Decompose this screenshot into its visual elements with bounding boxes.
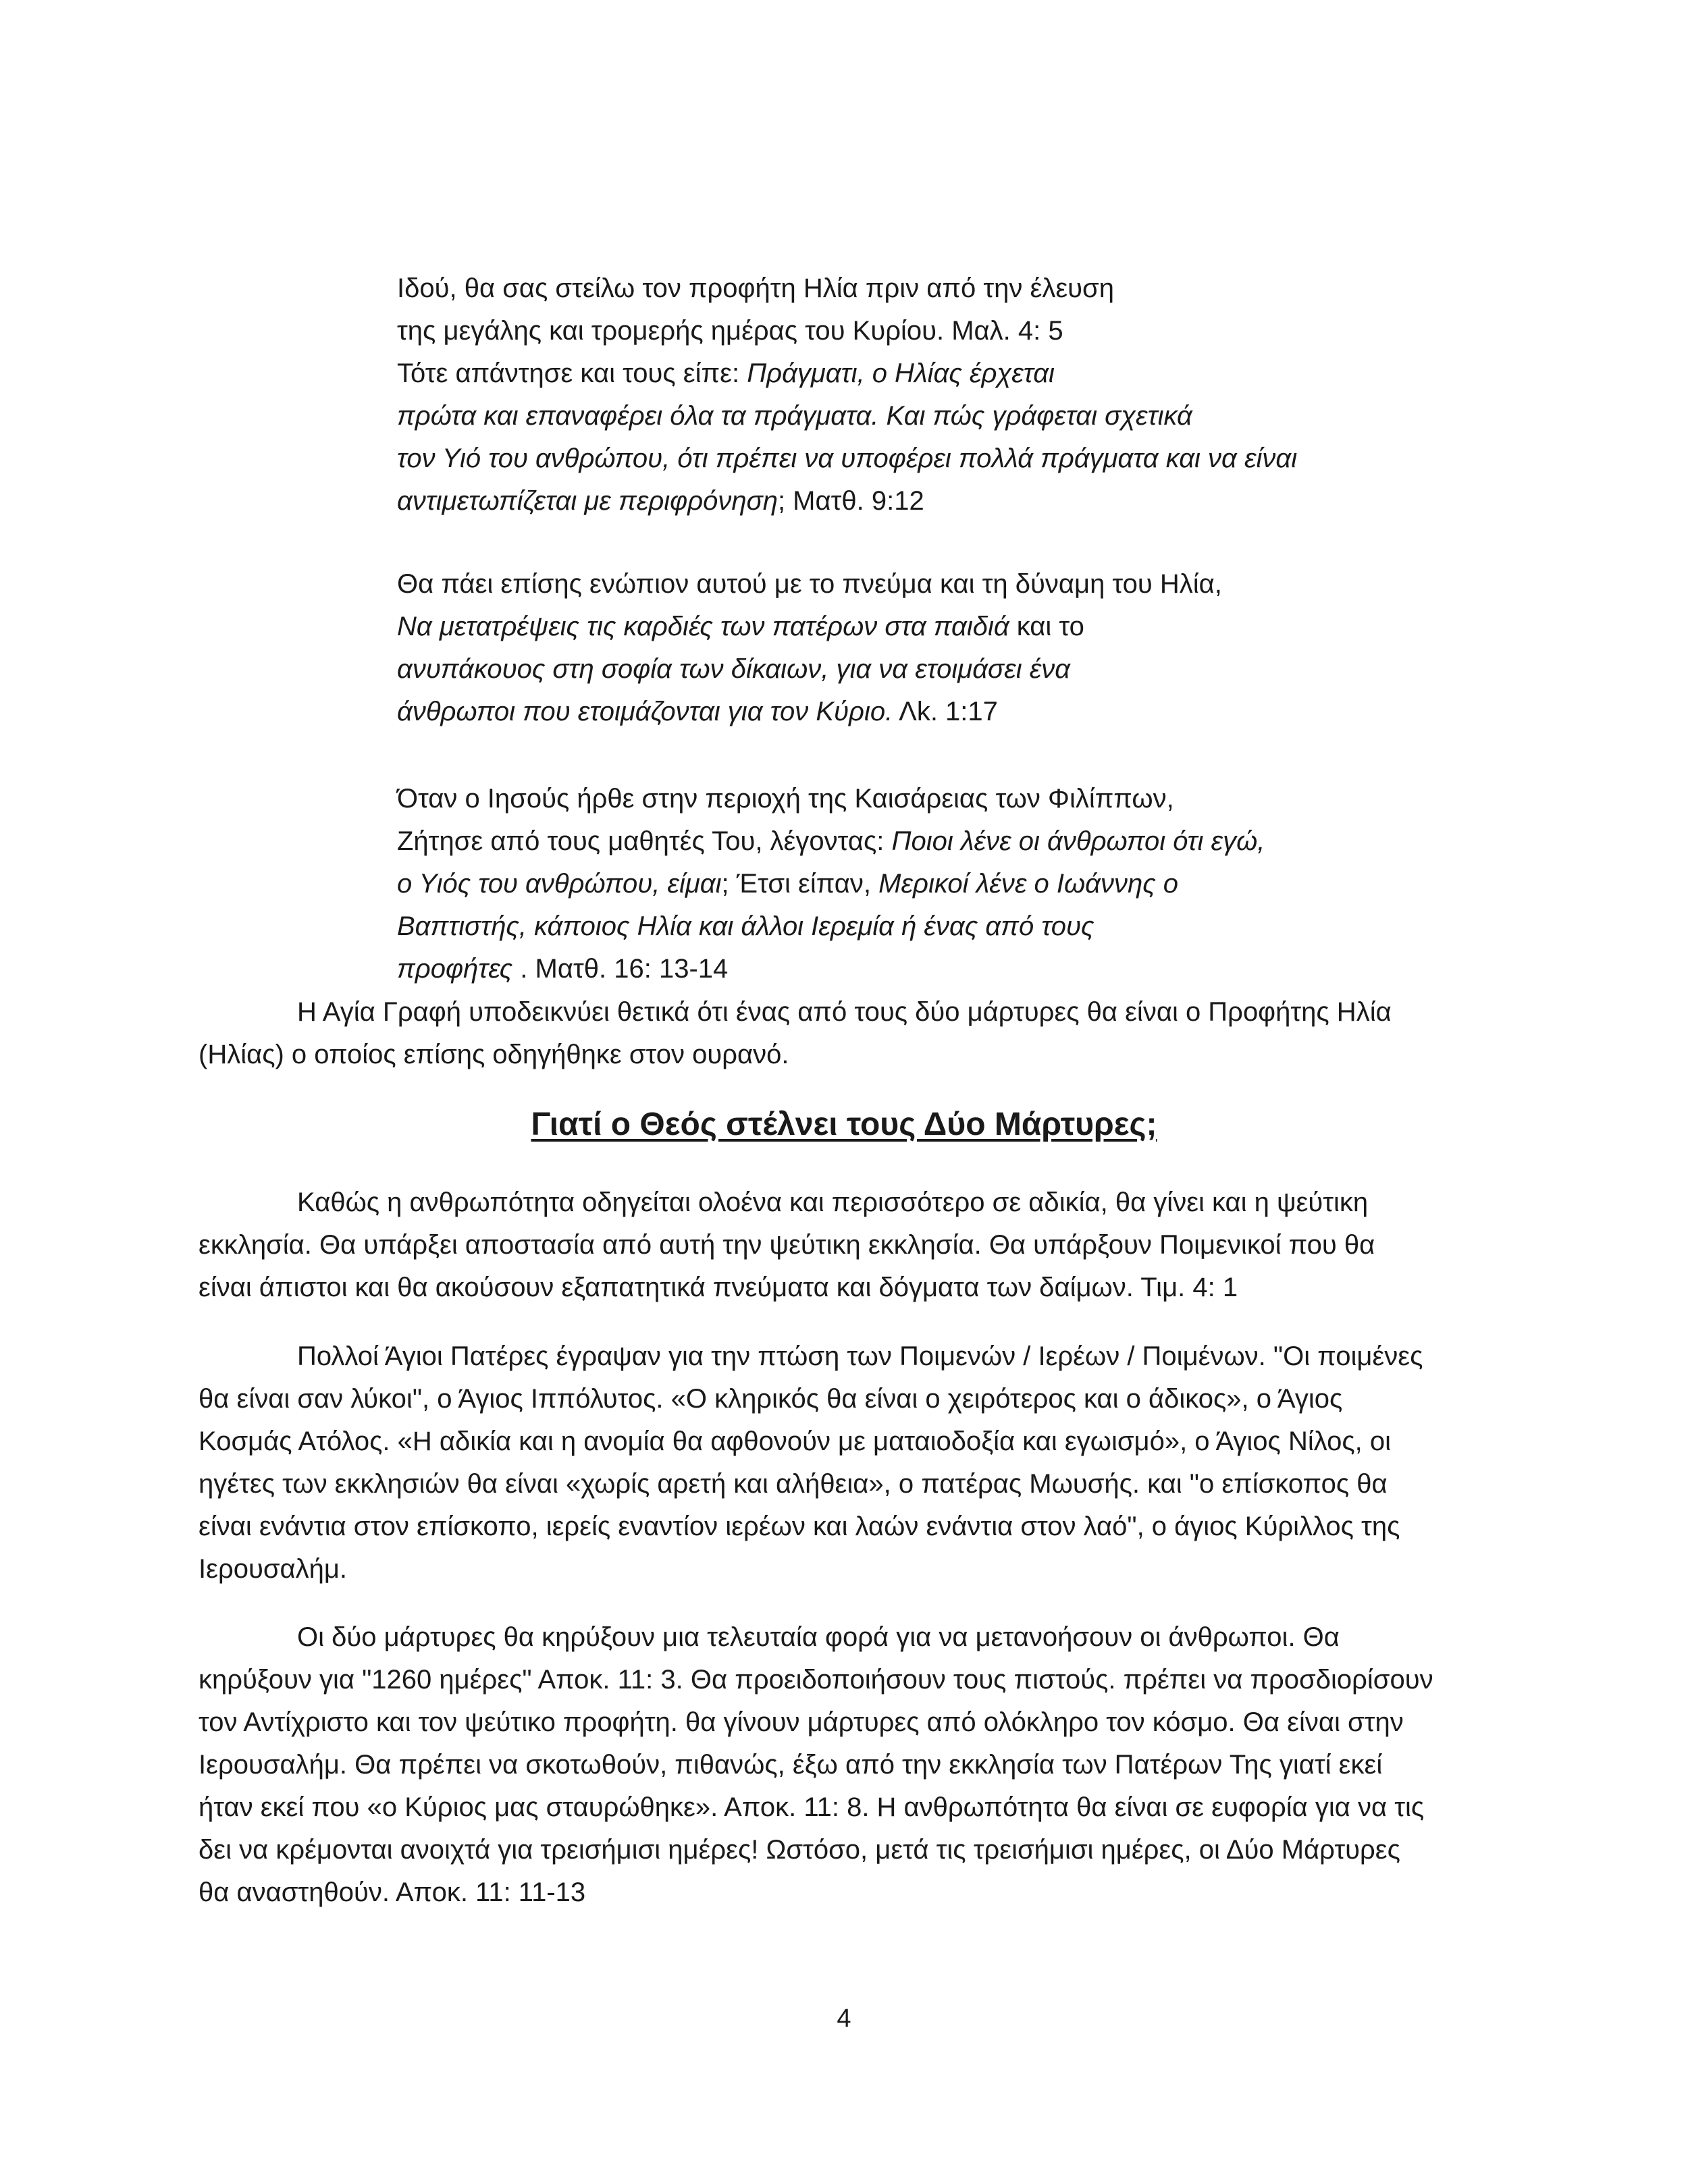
section-heading: Γιατί ο Θεός στέλνει τους Δύο Μάρτυρες; bbox=[531, 1107, 1157, 1142]
text-line: Πολλοί Άγιοι Πατέρες έγραψαν για την πτώση των Ποιμενών / Ιερέων / Ποιμένων. "Οι ποιμένες bbox=[297, 1341, 1423, 1371]
citation: . Ματθ. 16: 13-14 bbox=[512, 954, 729, 984]
italic-text-line: πρώτα και επαναφέρει όλα τα πράγματα. Και πώς γράφεται σχετικά bbox=[397, 401, 1192, 431]
text-line bbox=[397, 606, 1545, 648]
scripture-quote-matthew-16 bbox=[397, 778, 1545, 990]
page-number: 4 bbox=[837, 2004, 851, 2033]
text-span: Τότε απάντησε και τους είπε: bbox=[397, 358, 747, 388]
italic-text: προφήτες bbox=[397, 954, 513, 984]
text-line bbox=[397, 352, 1545, 395]
italic-text: Να μετατρέψεις τις καρδιές των πατέρων στα παιδιά bbox=[397, 612, 1009, 641]
text-line: θα είναι σαν λύκοι", ο Άγιος Ιππόλυτος. «Ο κληρικός θα είναι ο χειρότερος και ο άδικος», ο Άγιος bbox=[199, 1384, 1343, 1414]
text-span: ; Έτσι είπαν, bbox=[721, 869, 879, 899]
paragraph-two-witnesses bbox=[199, 1616, 1495, 1914]
italic-text: ο Υιός του ανθρώπου, είμαι bbox=[397, 869, 722, 899]
text-span: και το bbox=[1009, 612, 1084, 641]
text-line: (Ηλίας) ο οποίος επίσης οδηγήθηκε στον ουρανό. bbox=[199, 1040, 789, 1069]
text-line: Όταν ο Ιησούς ήρθε στην περιοχή της Καισάρειας των Φιλίππων, bbox=[397, 784, 1174, 814]
italic-text-line: Βαπτιστής, κάποιος Ηλία και άλλοι Ιερεμία ή ένας από τους bbox=[397, 911, 1094, 941]
scripture-quote-malachi-matthew bbox=[397, 267, 1545, 523]
italic-text-line: ανυπάκουος στη σοφία των δίκαιων, για να ετοιμάσει ένα bbox=[397, 654, 1071, 684]
italic-text: άνθρωποι που ετοιμάζονται για τον Κύριο. bbox=[397, 697, 893, 726]
text-line: Ιερουσαλήμ. Θα πρέπει να σκοτωθούν, πιθανώς, έξω από την εκκλησία των Πατέρων Της γιατί εκεί bbox=[199, 1750, 1383, 1780]
text-line: θα αναστηθούν. Αποκ. 11: 11-13 bbox=[199, 1877, 586, 1907]
italic-text: Μερικοί λένε ο Ιωάννης ο bbox=[878, 869, 1179, 899]
intro-paragraph bbox=[199, 991, 1495, 1076]
text-line: Καθώς η ανθρωπότητα οδηγείται ολοένα και περισσότερο σε αδικία, θα γίνει και η ψεύτικη bbox=[297, 1188, 1369, 1217]
text-line bbox=[397, 480, 1545, 523]
text-line: της μεγάλης και τρομερής ημέρας του Κυρίου. Μαλ. 4: 5 bbox=[397, 316, 1063, 346]
text-line: ηγέτες των εκκλησιών θα είναι «χωρίς αρετή και αλήθεια», ο πατέρας Μωυσής. και "ο επίσκοπος θα bbox=[199, 1469, 1388, 1499]
citation: ; Ματθ. 9:12 bbox=[777, 486, 924, 516]
text-line bbox=[397, 820, 1545, 863]
text-line bbox=[397, 863, 1545, 905]
text-line: Ιδού, θα σας στείλω τον προφήτη Ηλία πριν από την έλευση bbox=[397, 273, 1114, 303]
text-line bbox=[397, 948, 1545, 990]
text-line: ήταν εκεί που «ο Κύριος μας σταυρώθηκε». Αποκ. 11: 8. Η ανθρωπότητα θα είναι σε ευφορία για να τις bbox=[199, 1792, 1425, 1822]
text-line: Η Αγία Γραφή υποδεικνύει θετικά ότι ένας από τους δύο μάρτυρες θα είναι ο Προφήτης Ηλία bbox=[297, 997, 1392, 1027]
paragraph-apostasy bbox=[199, 1181, 1495, 1309]
text-line: τον Αντίχριστο και τον ψεύτικο προφήτη. θα γίνουν μάρτυρες από ολόκληρο τον κόσμο. Θα είναι στην bbox=[199, 1707, 1404, 1737]
italic-text: Πράγματι, ο Ηλίας έρχεται bbox=[747, 358, 1055, 388]
italic-text: αντιμετωπίζεται με περιφρόνηση bbox=[397, 486, 778, 516]
text-line: δει να κρέμονται ανοιχτά για τρεισήμισι ημέρες! Ωστόσο, μετά τις τρεισήμισι ημέρες, οι Δύο Μάρτυρες bbox=[199, 1835, 1400, 1865]
text-line: Οι δύο μάρτυρες θα κηρύξουν μια τελευταία φορά για να μετανοήσουν οι άνθρωποι. Θα bbox=[297, 1622, 1340, 1652]
paragraph-church-fathers bbox=[199, 1335, 1495, 1591]
text-line: εκκλησία. Θα υπάρξει αποστασία από αυτή την ψεύτικη εκκλησία. Θα υπάρξουν Ποιμενικοί που θα bbox=[199, 1230, 1375, 1260]
italic-text-line: τον Υιό του ανθρώπου, ότι πρέπει να υποφέρει πολλά πράγματα και να είναι bbox=[397, 444, 1298, 473]
text-line: Ιερουσαλήμ. bbox=[199, 1554, 348, 1584]
text-line: Θα πάει επίσης ενώπιον αυτού με το πνεύμα και τη δύναμη του Ηλία, bbox=[397, 569, 1222, 599]
text-line: κηρύξουν για "1260 ημέρες" Αποκ. 11: 3. Θα προειδοποιήσουν τους πιστούς. πρέπει να προσδιορίσουν bbox=[199, 1665, 1433, 1695]
text-line: είναι ενάντια στον επίσκοπο, ιερείς εναντίον ιερέων και λαών ενάντια στον λαό", ο άγιος Κύριλλος της bbox=[199, 1512, 1400, 1541]
italic-text: Ποιοι λένε οι άνθρωποι ότι εγώ, bbox=[891, 826, 1265, 856]
citation: Λk. 1:17 bbox=[893, 697, 998, 726]
text-line: Κοσμάς Ατόλος. «Η αδικία και η ανομία θα αφθονούν με ματαιοδοξία και εγωισμό», ο Άγιος Νίλος, οι bbox=[199, 1427, 1391, 1456]
text-line bbox=[397, 691, 1545, 733]
text-span: Ζήτησε από τους μαθητές Του, λέγοντας: bbox=[397, 826, 892, 856]
scripture-quote-luke bbox=[397, 563, 1545, 733]
text-line: είναι άπιστοι και θα ακούσουν εξαπατητικά πνεύματα και δόγματα των δαίμων. Τιμ. 4: 1 bbox=[199, 1273, 1238, 1302]
